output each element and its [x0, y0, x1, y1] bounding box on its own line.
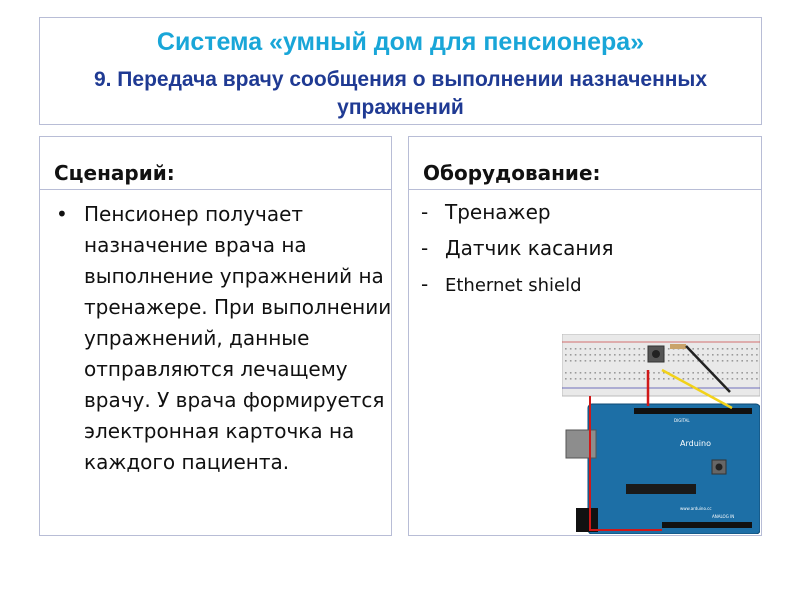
breadboard-hole	[746, 378, 748, 380]
dash-icon: -	[421, 272, 429, 296]
equipment-header	[408, 136, 762, 191]
breadboard-hole	[727, 354, 729, 356]
breadboard-hole	[702, 360, 704, 362]
slide-title: Система «умный дом для пенсионера»	[156, 28, 645, 56]
breadboard-hole	[643, 354, 645, 356]
breadboard-hole	[741, 360, 743, 362]
breadboard-hole	[590, 378, 592, 380]
breadboard-hole	[580, 348, 582, 350]
breadboard-hole	[751, 354, 753, 356]
breadboard-hole	[570, 354, 572, 356]
breadboard-hole	[751, 378, 753, 380]
breadboard-hole	[580, 354, 582, 356]
breadboard-hole	[722, 372, 724, 374]
breadboard-hole	[590, 360, 592, 362]
breadboard-hole	[609, 348, 611, 350]
breadboard-hole	[619, 360, 621, 362]
breadboard-hole	[732, 372, 734, 374]
breadboard-hole	[585, 348, 587, 350]
breadboard-hole	[614, 354, 616, 356]
breadboard-hole	[585, 378, 587, 380]
breadboard-hole	[697, 378, 699, 380]
breadboard-hole	[702, 354, 704, 356]
breadboard-hole	[756, 360, 758, 362]
bullet-dot-icon: •	[56, 202, 68, 226]
breadboard-hole	[746, 372, 748, 374]
breadboard-hole	[683, 354, 685, 356]
breadboard-hole	[614, 348, 616, 350]
breadboard-hole	[565, 378, 567, 380]
breadboard-hole	[707, 354, 709, 356]
breadboard-hole	[575, 354, 577, 356]
breadboard-hole	[624, 360, 626, 362]
breadboard-hole	[751, 360, 753, 362]
breadboard-hole	[722, 378, 724, 380]
breadboard-hole	[643, 360, 645, 362]
dash-icon: -	[421, 236, 429, 260]
breadboard-hole	[737, 348, 739, 350]
breadboard-hole	[565, 372, 567, 374]
breadboard-hole	[594, 360, 596, 362]
digital-label: DIGITAL	[674, 418, 690, 423]
breadboard-hole	[580, 378, 582, 380]
breadboard-hole	[717, 354, 719, 356]
breadboard-hole	[639, 348, 641, 350]
breadboard-hole	[741, 348, 743, 350]
breadboard-hole	[609, 360, 611, 362]
breadboard-hole	[727, 348, 729, 350]
breadboard-hole	[634, 360, 636, 362]
breadboard-hole	[732, 378, 734, 380]
breadboard-hole	[604, 378, 606, 380]
breadboard-hole	[707, 378, 709, 380]
slide-subtitle: 9. Передача врачу сообщения о выполнении назначенных упражнений	[93, 68, 708, 119]
breadboard-hole	[732, 360, 734, 362]
equipment-heading: Оборудование:	[423, 161, 601, 185]
breadboard-hole	[683, 378, 685, 380]
breadboard-hole	[712, 378, 714, 380]
breadboard-hole	[599, 372, 601, 374]
breadboard-hole	[653, 378, 655, 380]
breadboard-hole	[604, 360, 606, 362]
scenario-text: Пенсионер получает назначение врача на выполнение упражнений на тренажере. При выполнении упражнений, данные отправляются лечащему врачу. У врача формируется электронная карточка на каждого пациента.	[84, 202, 392, 474]
breadboard-hole	[575, 372, 577, 374]
scenario-heading: Сценарий:	[54, 161, 175, 185]
breadboard-hole	[565, 354, 567, 356]
breadboard-hole	[624, 348, 626, 350]
breadboard-hole	[692, 378, 694, 380]
breadboard-hole	[727, 360, 729, 362]
breadboard-hole	[575, 378, 577, 380]
power-jack	[576, 508, 598, 532]
website-label: www.arduino.cc	[680, 506, 712, 511]
breadboard-hole	[594, 372, 596, 374]
breadboard-hole	[624, 378, 626, 380]
breadboard-hole	[712, 348, 714, 350]
breadboard-hole	[746, 354, 748, 356]
breadboard-hole	[639, 360, 641, 362]
breadboard-hole	[732, 354, 734, 356]
breadboard-hole	[629, 360, 631, 362]
dash-icon: -	[421, 200, 429, 224]
breadboard-hole	[575, 348, 577, 350]
scenario-header	[39, 136, 392, 191]
breadboard-hole	[756, 354, 758, 356]
digital-header	[634, 408, 752, 414]
breadboard-hole	[599, 360, 601, 362]
breadboard-hole	[683, 360, 685, 362]
breadboard-hole	[594, 378, 596, 380]
breadboard-hole	[717, 348, 719, 350]
breadboard-hole	[590, 348, 592, 350]
breadboard-hole	[590, 372, 592, 374]
breadboard-hole	[673, 372, 675, 374]
breadboard-hole	[737, 372, 739, 374]
breadboard-hole	[624, 354, 626, 356]
breadboard-hole	[585, 372, 587, 374]
breadboard-hole	[609, 354, 611, 356]
breadboard-hole	[585, 360, 587, 362]
breadboard-hole	[678, 372, 680, 374]
breadboard-hole	[639, 378, 641, 380]
breadboard-hole	[732, 348, 734, 350]
breadboard-hole	[756, 348, 758, 350]
breadboard-hole	[751, 372, 753, 374]
equipment-item-label: Тренажер	[445, 200, 551, 224]
breadboard-hole	[580, 372, 582, 374]
breadboard-hole	[565, 348, 567, 350]
breadboard-hole	[614, 360, 616, 362]
arduino-label: Arduino	[680, 439, 711, 448]
breadboard-hole	[619, 372, 621, 374]
breadboard-hole	[707, 348, 709, 350]
breadboard-hole	[629, 348, 631, 350]
breadboard-hole	[722, 348, 724, 350]
breadboard-hole	[712, 354, 714, 356]
breadboard-hole	[727, 378, 729, 380]
breadboard-hole	[614, 378, 616, 380]
title-box	[39, 17, 762, 125]
breadboard-hole	[717, 372, 719, 374]
breadboard-hole	[727, 372, 729, 374]
breadboard-hole	[619, 354, 621, 356]
breadboard-hole	[570, 372, 572, 374]
breadboard-hole	[756, 372, 758, 374]
breadboard-hole	[624, 372, 626, 374]
breadboard-hole	[683, 372, 685, 374]
breadboard-hole	[585, 354, 587, 356]
usb-connector	[566, 430, 596, 458]
breadboard-hole	[737, 360, 739, 362]
breadboard-hole	[604, 354, 606, 356]
breadboard-hole	[697, 354, 699, 356]
breadboard-hole	[697, 372, 699, 374]
breadboard-hole	[707, 360, 709, 362]
breadboard-hole	[634, 354, 636, 356]
breadboard-hole	[639, 354, 641, 356]
analog-label: ANALOG IN	[712, 514, 735, 519]
breadboard-hole	[570, 378, 572, 380]
breadboard-hole	[673, 360, 675, 362]
breadboard-hole	[673, 354, 675, 356]
breadboard-hole	[741, 378, 743, 380]
breadboard-hole	[668, 378, 670, 380]
breadboard-hole	[688, 360, 690, 362]
breadboard-hole	[599, 378, 601, 380]
breadboard-hole	[673, 378, 675, 380]
breadboard-hole	[678, 360, 680, 362]
breadboard-hole	[570, 348, 572, 350]
breadboard-hole	[722, 360, 724, 362]
breadboard-hole	[629, 372, 631, 374]
breadboard-hole	[604, 348, 606, 350]
breadboard-hole	[634, 348, 636, 350]
breadboard-hole	[634, 372, 636, 374]
breadboard-hole	[678, 354, 680, 356]
microcontroller	[626, 484, 696, 494]
breadboard-hole	[746, 348, 748, 350]
breadboard-hole	[688, 354, 690, 356]
breadboard-hole	[619, 378, 621, 380]
breadboard-hole	[658, 378, 660, 380]
breadboard-hole	[643, 372, 645, 374]
breadboard-hole	[717, 360, 719, 362]
breadboard-hole	[639, 372, 641, 374]
breadboard-hole	[741, 354, 743, 356]
breadboard-hole	[594, 348, 596, 350]
breadboard-hole	[668, 348, 670, 350]
resistor	[670, 344, 686, 349]
breadboard-hole	[702, 372, 704, 374]
breadboard-hole	[668, 360, 670, 362]
breadboard-hole	[599, 354, 601, 356]
equipment-item-label: Датчик касания	[445, 236, 614, 260]
breadboard-hole	[697, 348, 699, 350]
breadboard-hole	[756, 378, 758, 380]
breadboard-hole	[575, 360, 577, 362]
breadboard-hole	[692, 348, 694, 350]
breadboard-hole	[688, 378, 690, 380]
breadboard-hole	[590, 354, 592, 356]
breadboard-hole	[658, 372, 660, 374]
scenario-body	[39, 189, 392, 536]
breadboard-hole	[653, 372, 655, 374]
breadboard-hole	[609, 378, 611, 380]
breadboard	[562, 334, 760, 396]
breadboard-hole	[668, 354, 670, 356]
breadboard-hole	[619, 348, 621, 350]
breadboard-hole	[722, 354, 724, 356]
breadboard-hole	[570, 360, 572, 362]
breadboard-hole	[737, 378, 739, 380]
arduino-breadboard-image	[562, 334, 760, 534]
breadboard-hole	[609, 372, 611, 374]
breadboard-hole	[629, 378, 631, 380]
analog-header	[662, 522, 752, 528]
breadboard-hole	[707, 372, 709, 374]
breadboard-hole	[751, 348, 753, 350]
breadboard-hole	[599, 348, 601, 350]
equipment-item-label: Ethernet shield	[445, 275, 582, 296]
breadboard-hole	[565, 360, 567, 362]
breadboard-hole	[634, 378, 636, 380]
breadboard-hole	[702, 378, 704, 380]
breadboard-hole	[580, 360, 582, 362]
breadboard-hole	[692, 360, 694, 362]
breadboard-hole	[643, 378, 645, 380]
breadboard-hole	[614, 372, 616, 374]
breadboard-hole	[712, 360, 714, 362]
breadboard-hole	[746, 360, 748, 362]
breadboard-hole	[692, 372, 694, 374]
breadboard-hole	[594, 354, 596, 356]
breadboard-hole	[688, 372, 690, 374]
breadboard-hole	[702, 348, 704, 350]
breadboard-hole	[737, 354, 739, 356]
breadboard-hole	[643, 348, 645, 350]
breadboard-hole	[663, 378, 665, 380]
breadboard-hole	[741, 372, 743, 374]
breadboard-hole	[629, 354, 631, 356]
breadboard-hole	[604, 372, 606, 374]
